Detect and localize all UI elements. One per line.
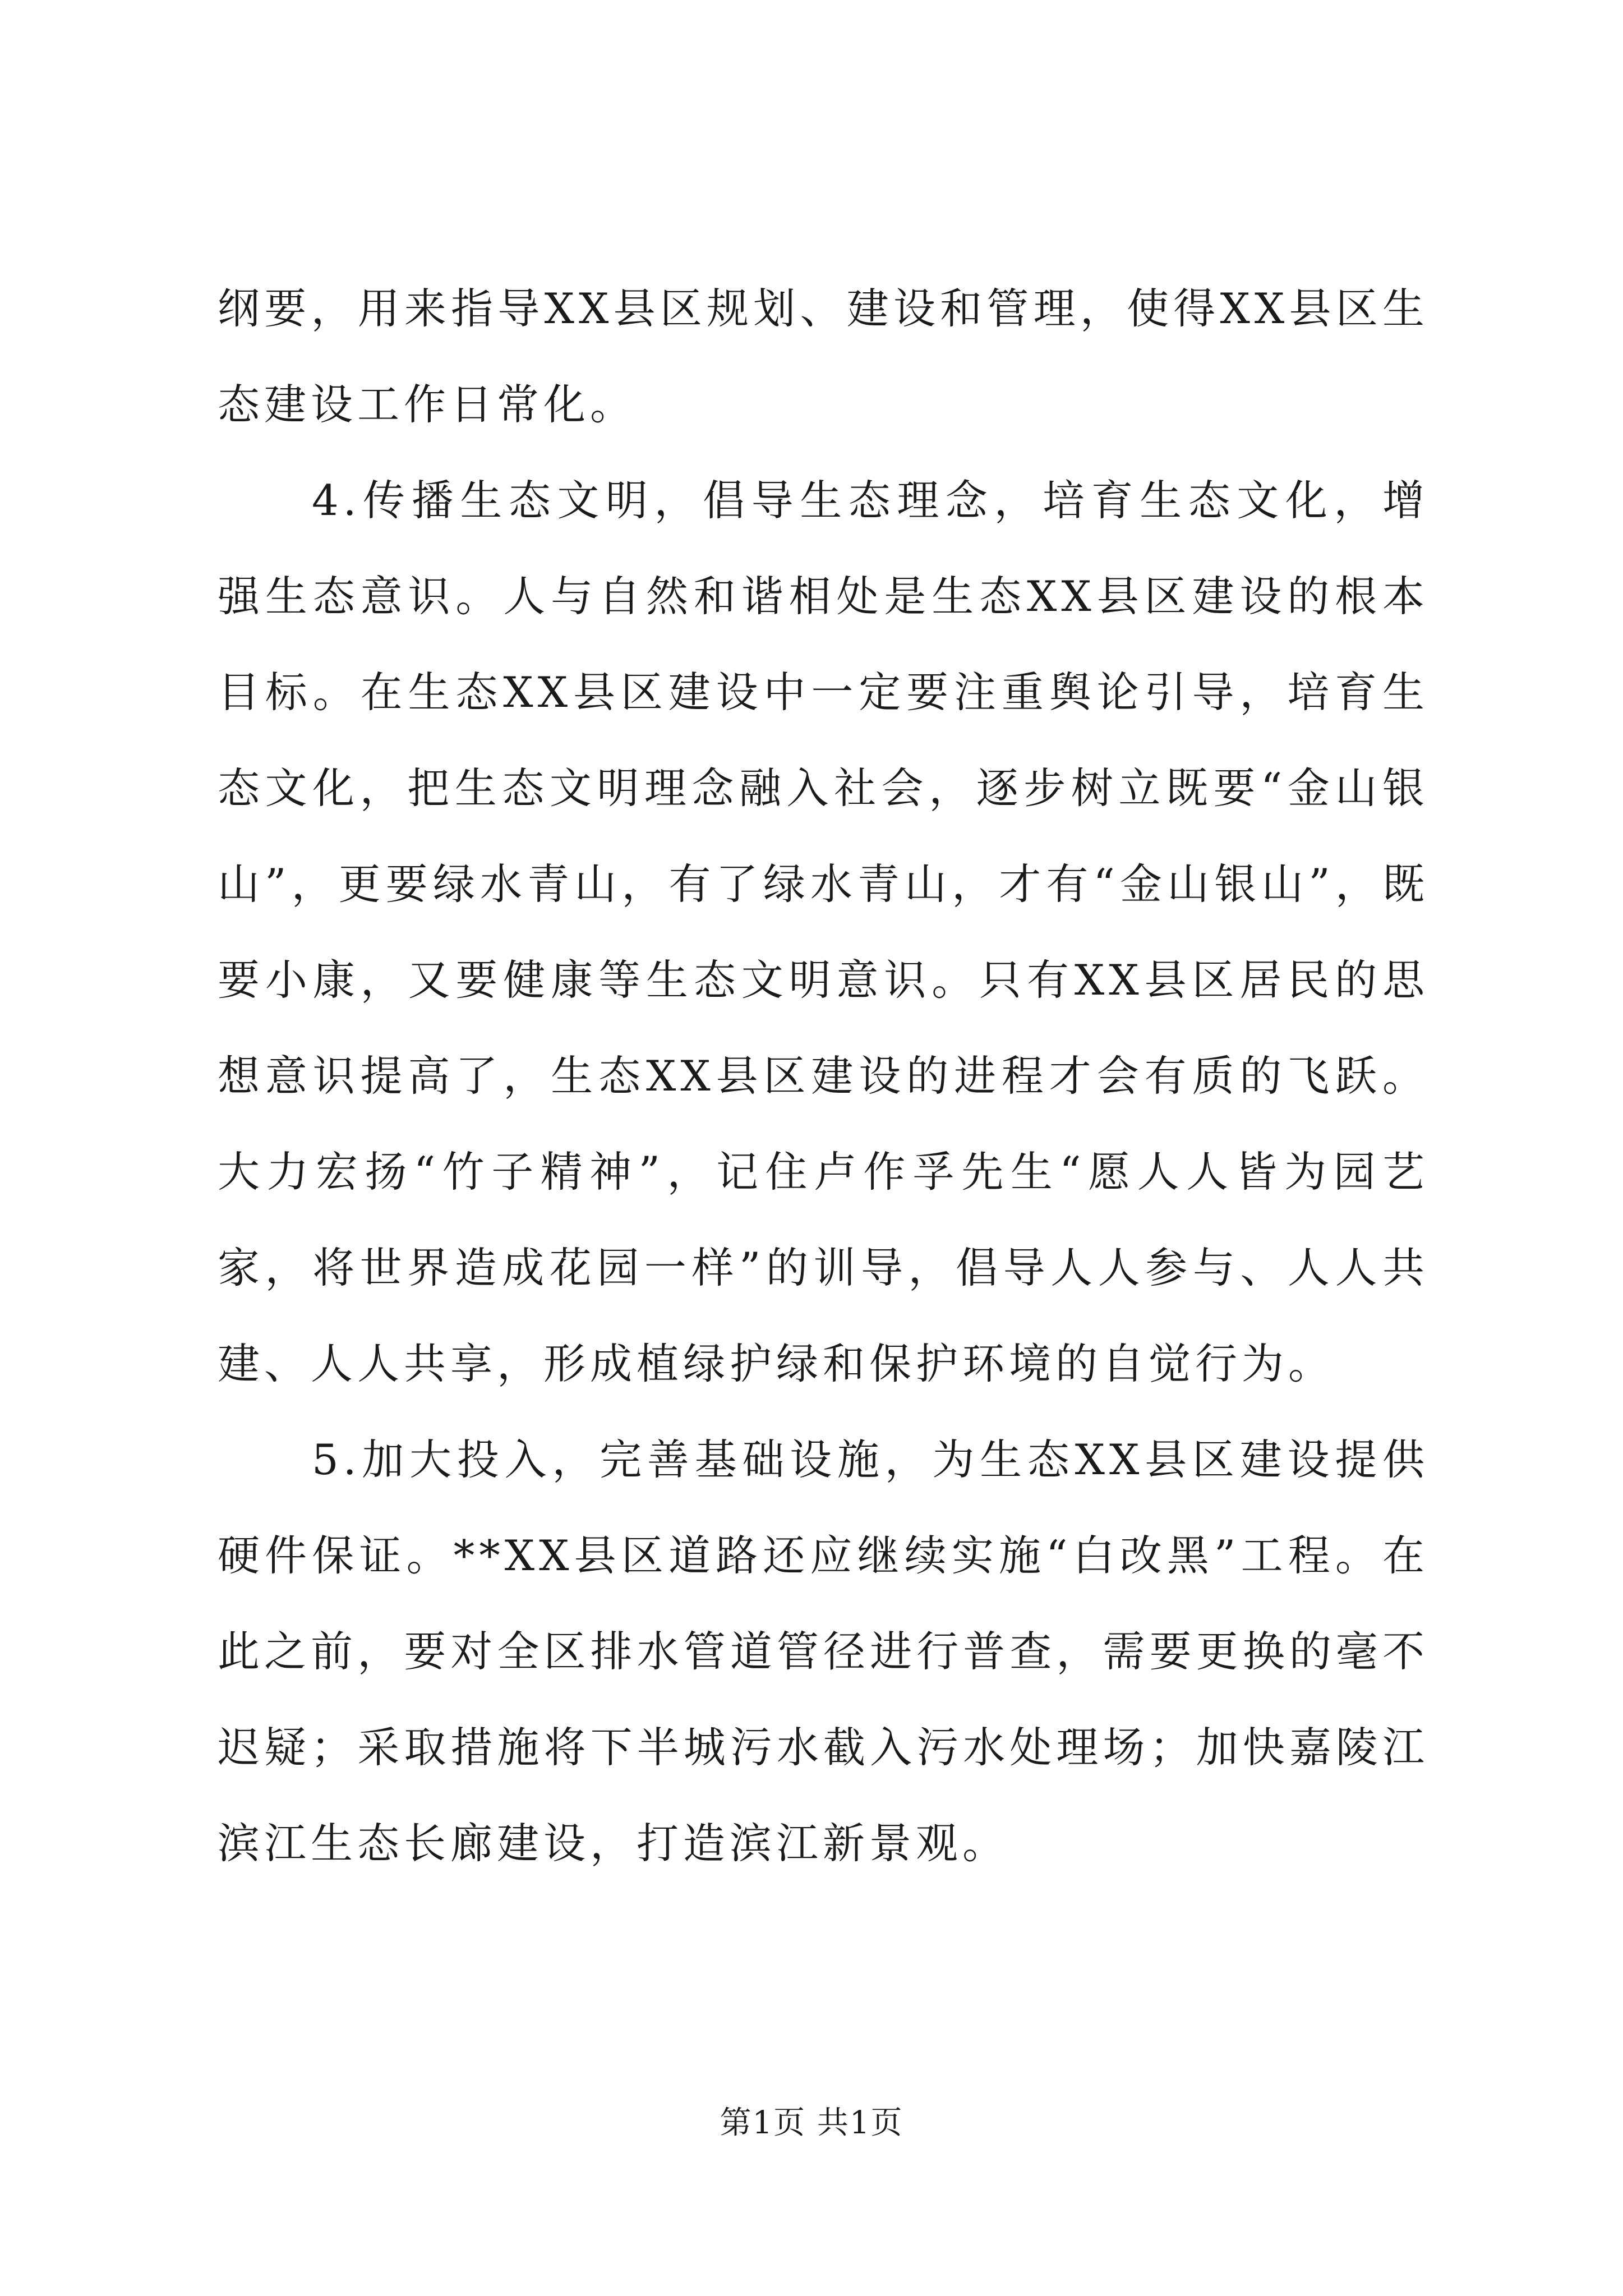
document-body (218, 261, 1429, 1892)
page-footer: 第1页 共1页 (720, 2105, 903, 2141)
paragraph-continuation: 纲要，用来指导XX县区规划、建设和管理，使得XX县区生态建设工作日常化。 (218, 284, 1429, 429)
paragraph-item-5: 5.加大投入，完善基础设施，为生态XX县区建设提供硬件保证。**XX县区道路还应继续实施“白改黑”工程。在此之前，要对全区排水管道管径进行普查，需要更换的毫不迟疑；采取措施将下半城污水截入污水处理场；加快嘉陵江滨江生态长廊建设，打造滨江新景观。 (218, 1435, 1429, 1868)
paragraph-item-4: 4.传播生态文明，倡导生态理念，培育生态文化，增强生态意识。人与自然和谐相处是生态XX县区建设的根本目标。在生态XX县区建设中一定要注重舆论引导，培育生态文化，把生态文明理念融入社会，逐步树立既要“金山银山”，更要绿水青山，有了绿水青山，才有“金山银山”，既要小康，又要健康等生态文明意识。只有XX县区居民的思想意识提高了，生态XX县区建设的进程才会有质的飞跃。大力宏扬“竹子精神”，记住卢作孚先生“愿人人皆为园艺家，将世界造成花园一样”的训导，倡导人人参与、人人共建、人人共享，形成植绿护绿和保护环境的自觉行为。 (218, 476, 1429, 1388)
